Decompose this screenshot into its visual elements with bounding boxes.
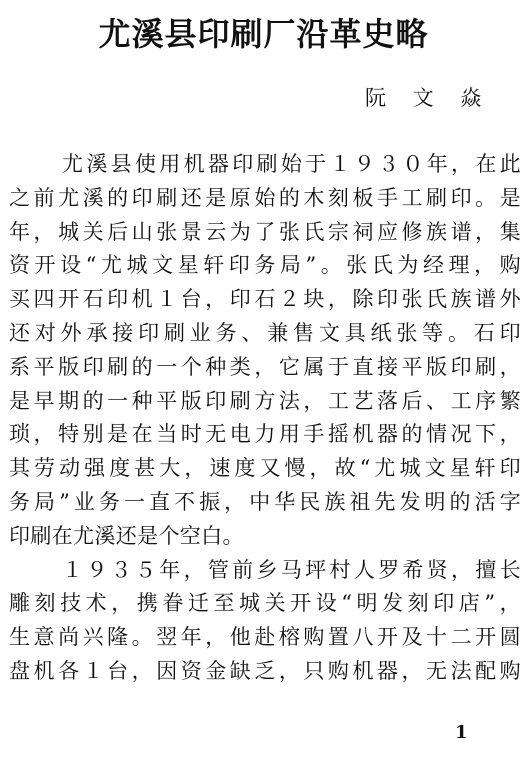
- body-text: [9, 148, 521, 689]
- paragraph-1-line-6: 还对外承接印刷业务、兼售文具纸张等。石印: [9, 320, 521, 345]
- paragraph-1-line-3: 年，城关后山张景云为了张氏宗祠应修族谱，集: [9, 219, 521, 244]
- paragraph-1-line-10: 其劳动强度甚大，速度又慢，故“尤城文星轩印: [9, 456, 521, 481]
- paragraph-2-line-1: １９３５年，管前乡马坪村人罗希贤，擅长: [62, 557, 521, 582]
- paragraph-2-line-3: 生意尚兴隆。翌年，他赴榕购置八开及十二开圆: [9, 625, 521, 650]
- paragraph-1-line-9: 琐，特别是在当时无电力用手摇机器的情况下，: [9, 422, 521, 447]
- paragraph-1-line-8: 是早期的一种平版印刷方法，工艺落后、工序繁: [9, 388, 521, 413]
- paragraph-1-line-2: 之前尤溪的印刷还是原始的木刻板手工刷印。是: [9, 185, 521, 210]
- paragraph-1-line-1: 尤溪县使用机器印刷始于１９３０年，在此: [62, 152, 521, 176]
- paragraph-1-line-12: 印刷在尤溪还是个空白。: [9, 523, 244, 548]
- paragraph-1-line-7: 系平版印刷的一个种类，它属于直接平版印刷，: [9, 354, 521, 379]
- document-title: 尤溪县印刷厂沿革史略: [98, 15, 429, 53]
- page-number: 1: [455, 722, 468, 743]
- paragraph-1-line-11: 务局”业务一直不振，中华民族祖先发明的活字: [9, 489, 521, 514]
- paragraph-2-line-4: 盘机各１台，因资金缺乏，只购机器，无法配购: [9, 658, 521, 683]
- author-name: 阮 文 焱: [365, 86, 492, 110]
- paragraph-1-line-5: 买四开石印机１台，印石２块，除印张氏族谱外: [9, 287, 521, 312]
- paragraph-1-line-4: 资开设“尤城文星轩印务局”。张氏为经理，购: [9, 253, 521, 278]
- paragraph-2-line-2: 雕刻技术，携眷迁至城关开设“明发刻印店”，: [9, 591, 521, 616]
